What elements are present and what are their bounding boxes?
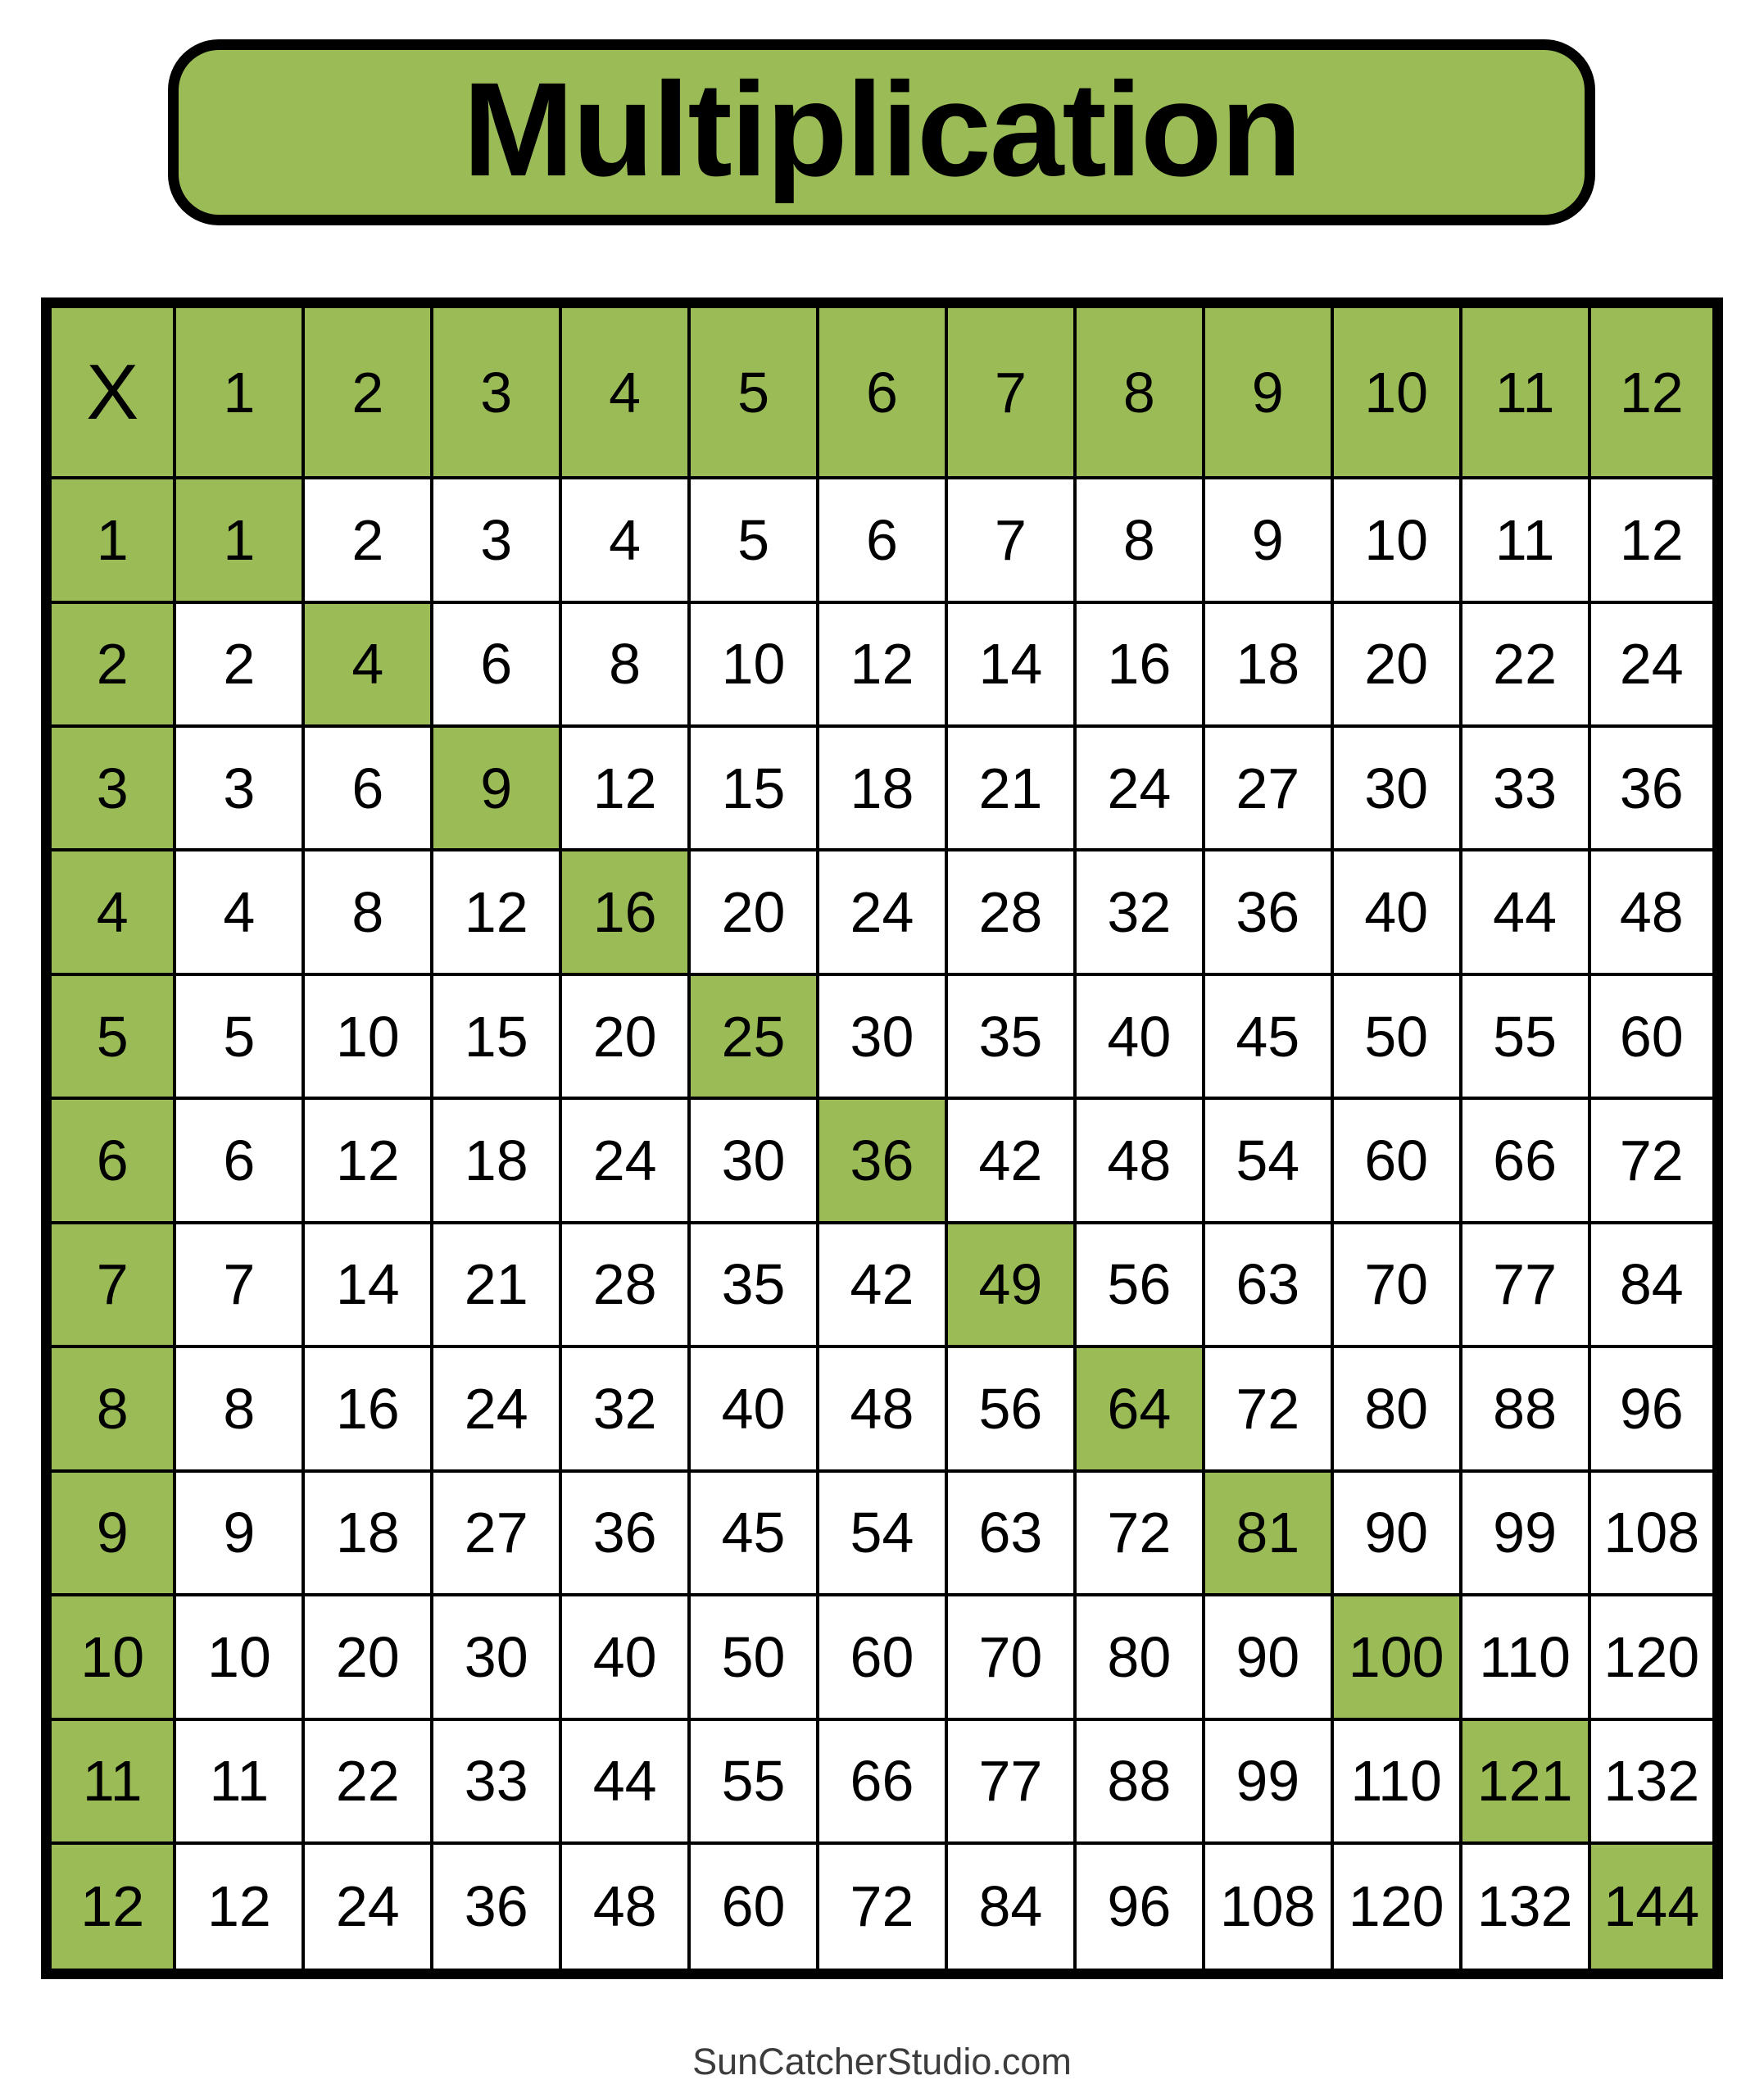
corner-cell: X [47,303,175,479]
product-cell: 90 [1204,1595,1332,1719]
table-row [47,1595,1718,1719]
product-cell: 24 [818,850,946,974]
product-cell: 18 [303,1471,432,1595]
product-cell: 12 [303,1098,432,1222]
product-cell: 22 [1461,602,1589,726]
product-cell: 70 [946,1595,1075,1719]
product-cell: 6 [303,726,432,850]
product-cell: 96 [1075,1843,1204,1974]
product-cell: 30 [1332,726,1461,850]
product-cell: 50 [689,1595,818,1719]
product-cell: 30 [818,974,946,1098]
product-cell: 24 [560,1098,689,1222]
product-cell: 10 [689,602,818,726]
product-cell: 40 [1332,850,1461,974]
product-cell: 9 [1204,478,1332,602]
product-cell: 12 [432,850,560,974]
col-header-cell: 8 [1075,303,1204,479]
product-cell: 12 [1589,478,1718,602]
product-cell: 30 [432,1595,560,1719]
product-cell: 72 [818,1843,946,1974]
col-header-cell: 12 [1589,303,1718,479]
product-cell: 72 [1204,1346,1332,1470]
product-cell: 18 [432,1098,560,1222]
product-cell: 21 [432,1223,560,1346]
col-header-cell: 4 [560,303,689,479]
diagonal-product-cell: 121 [1461,1719,1589,1843]
col-header-cell: 10 [1332,303,1461,479]
product-cell: 48 [1075,1098,1204,1222]
title-banner [168,39,1595,225]
table-row [47,1346,1718,1470]
product-cell: 36 [1589,726,1718,850]
product-cell: 9 [175,1471,303,1595]
product-cell: 36 [560,1471,689,1595]
product-cell: 96 [1589,1346,1718,1470]
product-cell: 99 [1204,1719,1332,1843]
product-cell: 56 [1075,1223,1204,1346]
product-cell: 35 [946,974,1075,1098]
multiplication-table [41,297,1723,1979]
product-cell: 132 [1589,1719,1718,1843]
product-cell: 88 [1461,1346,1589,1470]
product-cell: 4 [560,478,689,602]
product-cell: 72 [1589,1098,1718,1222]
product-cell: 18 [818,726,946,850]
product-cell: 3 [175,726,303,850]
product-cell: 60 [1589,974,1718,1098]
product-cell: 12 [818,602,946,726]
product-cell: 99 [1461,1471,1589,1595]
product-cell: 16 [1075,602,1204,726]
product-cell: 60 [689,1843,818,1974]
product-cell: 10 [1332,478,1461,602]
product-cell: 70 [1332,1223,1461,1346]
product-cell: 77 [1461,1223,1589,1346]
product-cell: 66 [1461,1098,1589,1222]
product-cell: 84 [946,1843,1075,1974]
row-header-cell: 6 [47,1098,175,1222]
product-cell: 3 [432,478,560,602]
product-cell: 60 [1332,1098,1461,1222]
product-cell: 24 [432,1346,560,1470]
product-cell: 45 [1204,974,1332,1098]
product-cell: 4 [175,850,303,974]
diagonal-product-cell: 4 [303,602,432,726]
product-cell: 40 [560,1595,689,1719]
product-cell: 63 [1204,1223,1332,1346]
product-cell: 33 [1461,726,1589,850]
table-row [47,1471,1718,1595]
product-cell: 110 [1332,1719,1461,1843]
row-header-cell: 1 [47,478,175,602]
table-row [47,974,1718,1098]
product-cell: 27 [1204,726,1332,850]
product-cell: 40 [1075,974,1204,1098]
product-cell: 7 [175,1223,303,1346]
diagonal-product-cell: 36 [818,1098,946,1222]
product-cell: 8 [1075,478,1204,602]
row-header-cell: 5 [47,974,175,1098]
product-cell: 35 [689,1223,818,1346]
product-cell: 72 [1075,1471,1204,1595]
diagonal-product-cell: 1 [175,478,303,602]
product-cell: 120 [1332,1843,1461,1974]
product-cell: 20 [303,1595,432,1719]
product-cell: 10 [303,974,432,1098]
product-cell: 8 [560,602,689,726]
table-row [47,1098,1718,1222]
table-row [47,726,1718,850]
product-cell: 24 [303,1843,432,1974]
col-header-cell: 2 [303,303,432,479]
product-cell: 42 [818,1223,946,1346]
product-cell: 28 [560,1223,689,1346]
row-header-cell: 3 [47,726,175,850]
diagonal-product-cell: 49 [946,1223,1075,1346]
product-cell: 48 [1589,850,1718,974]
diagonal-product-cell: 100 [1332,1595,1461,1719]
product-cell: 15 [432,974,560,1098]
col-header-cell: 7 [946,303,1075,479]
product-cell: 55 [1461,974,1589,1098]
product-cell: 132 [1461,1843,1589,1974]
product-cell: 44 [560,1719,689,1843]
product-cell: 20 [689,850,818,974]
product-cell: 32 [560,1346,689,1470]
product-cell: 60 [818,1595,946,1719]
product-cell: 66 [818,1719,946,1843]
table-row [47,478,1718,602]
col-header-cell: 6 [818,303,946,479]
product-cell: 7 [946,478,1075,602]
product-cell: 6 [175,1098,303,1222]
col-header-cell: 1 [175,303,303,479]
diagonal-product-cell: 81 [1204,1471,1332,1595]
col-header-cell: 11 [1461,303,1589,479]
col-header-cell: 5 [689,303,818,479]
product-cell: 90 [1332,1471,1461,1595]
product-cell: 18 [1204,602,1332,726]
product-cell: 2 [175,602,303,726]
diagonal-product-cell: 16 [560,850,689,974]
row-header-cell: 4 [47,850,175,974]
table-row [47,1719,1718,1843]
product-cell: 80 [1332,1346,1461,1470]
product-cell: 14 [303,1223,432,1346]
row-header-cell: 10 [47,1595,175,1719]
product-cell: 77 [946,1719,1075,1843]
product-cell: 63 [946,1471,1075,1595]
product-cell: 27 [432,1471,560,1595]
product-cell: 16 [303,1346,432,1470]
product-cell: 6 [818,478,946,602]
diagonal-product-cell: 25 [689,974,818,1098]
product-cell: 14 [946,602,1075,726]
product-cell: 110 [1461,1595,1589,1719]
product-cell: 22 [303,1719,432,1843]
product-cell: 24 [1075,726,1204,850]
product-cell: 108 [1589,1471,1718,1595]
col-header-cell: 3 [432,303,560,479]
row-header-cell: 8 [47,1346,175,1470]
product-cell: 36 [1204,850,1332,974]
product-cell: 45 [689,1471,818,1595]
product-cell: 44 [1461,850,1589,974]
diagonal-product-cell: 144 [1589,1843,1718,1974]
product-cell: 50 [1332,974,1461,1098]
table-row [47,850,1718,974]
col-header-cell: 9 [1204,303,1332,479]
product-cell: 54 [1204,1098,1332,1222]
product-cell: 12 [560,726,689,850]
product-cell: 80 [1075,1595,1204,1719]
product-cell: 48 [560,1843,689,1974]
product-cell: 20 [560,974,689,1098]
product-cell: 84 [1589,1223,1718,1346]
table-row [47,1843,1718,1974]
page-title: Multiplication [462,54,1301,204]
row-header-cell: 11 [47,1719,175,1843]
product-cell: 8 [303,850,432,974]
product-cell: 21 [946,726,1075,850]
product-cell: 55 [689,1719,818,1843]
product-cell: 88 [1075,1719,1204,1843]
product-cell: 56 [946,1346,1075,1470]
product-cell: 15 [689,726,818,850]
product-cell: 108 [1204,1843,1332,1974]
product-cell: 40 [689,1346,818,1470]
product-cell: 5 [689,478,818,602]
product-cell: 33 [432,1719,560,1843]
product-cell: 36 [432,1843,560,1974]
product-cell: 5 [175,974,303,1098]
product-cell: 54 [818,1471,946,1595]
table-row [47,602,1718,726]
product-cell: 24 [1589,602,1718,726]
product-cell: 6 [432,602,560,726]
product-cell: 20 [1332,602,1461,726]
product-cell: 12 [175,1843,303,1974]
row-header-cell: 7 [47,1223,175,1346]
product-cell: 42 [946,1098,1075,1222]
diagonal-product-cell: 9 [432,726,560,850]
product-cell: 30 [689,1098,818,1222]
row-header-cell: 2 [47,602,175,726]
diagonal-product-cell: 64 [1075,1346,1204,1470]
product-cell: 32 [1075,850,1204,974]
product-cell: 120 [1589,1595,1718,1719]
row-header-cell: 12 [47,1843,175,1974]
product-cell: 2 [303,478,432,602]
product-cell: 8 [175,1346,303,1470]
product-cell: 28 [946,850,1075,974]
footer-credit: SunCatcherStudio.com [692,2041,1072,2082]
product-cell: 11 [1461,478,1589,602]
table-row [47,1223,1718,1346]
product-cell: 48 [818,1346,946,1470]
row-header-cell: 9 [47,1471,175,1595]
product-cell: 11 [175,1719,303,1843]
table-row [47,303,1718,479]
product-cell: 10 [175,1595,303,1719]
